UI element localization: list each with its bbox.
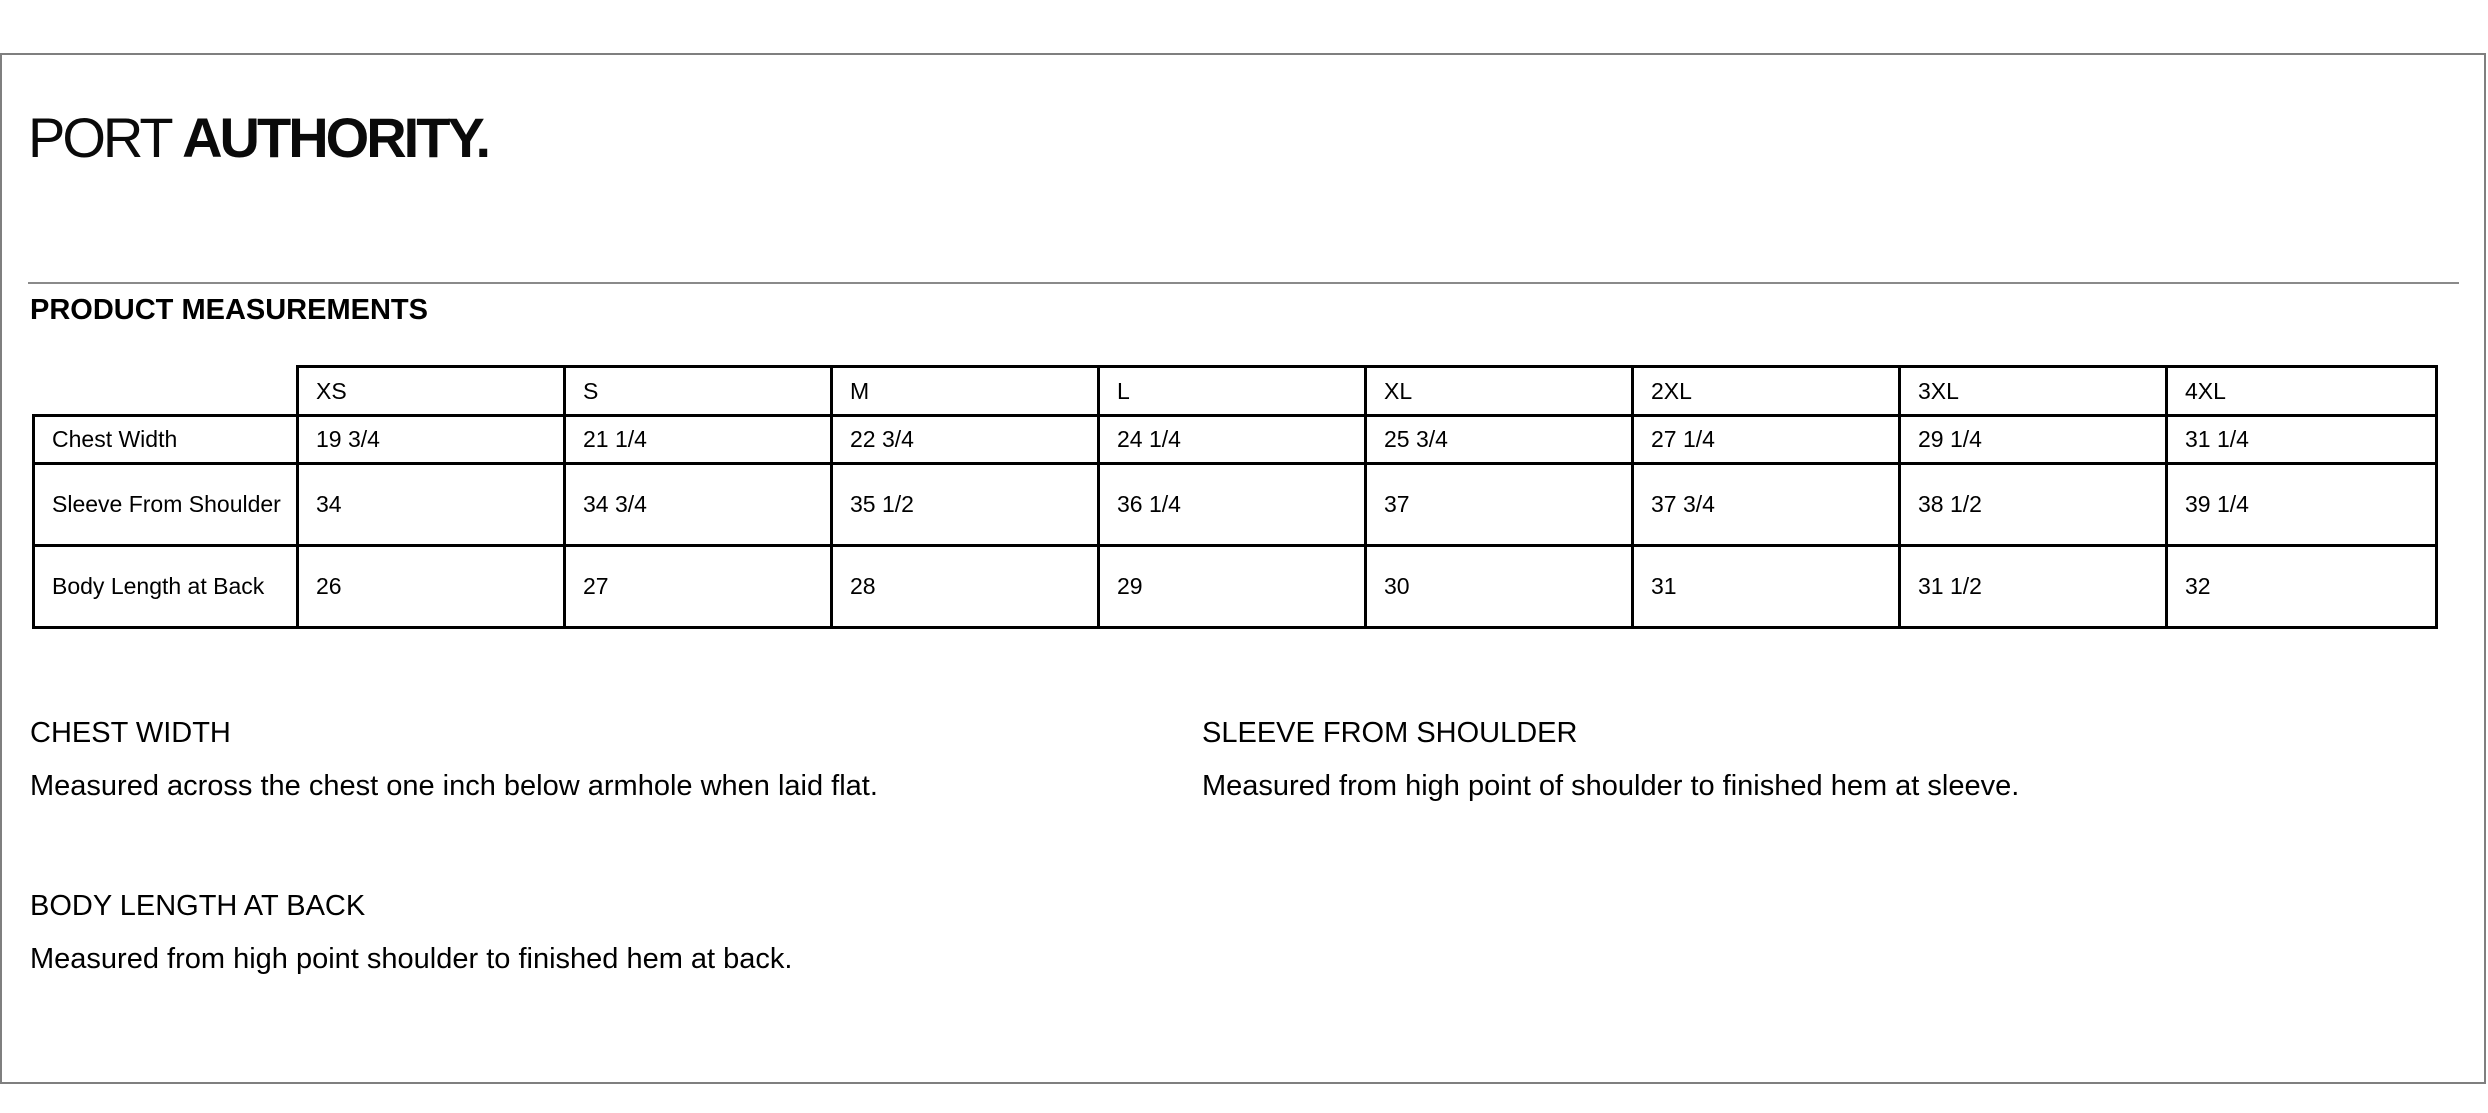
table-row (34, 464, 2437, 546)
table-cell: 27 1/4 (1633, 416, 1900, 464)
size-header: 3XL (1900, 367, 2167, 416)
table-cell: 25 3/4 (1366, 416, 1633, 464)
table-row (34, 416, 2437, 464)
table-cell: 27 (565, 546, 832, 628)
table-cell: 34 3/4 (565, 464, 832, 546)
section-title: PRODUCT MEASUREMENTS (30, 294, 428, 326)
definition-title: SLEEVE FROM SHOULDER (1202, 717, 1578, 749)
table-cell: 38 1/2 (1900, 464, 2167, 546)
size-header: 4XL (2167, 367, 2437, 416)
definition-body-length-at-back (30, 889, 792, 976)
table-cell: 30 (1366, 546, 1633, 628)
definition-title: BODY LENGTH AT BACK (30, 890, 366, 922)
table-cell: 21 1/4 (565, 416, 832, 464)
row-label: Body Length at Back (34, 546, 298, 628)
table-cell: 35 1/2 (832, 464, 1099, 546)
table-cell: 29 1/4 (1900, 416, 2167, 464)
size-header: XS (298, 367, 565, 416)
row-label: Chest Width (34, 416, 298, 464)
table-cell: 31 1/2 (1900, 546, 2167, 628)
table-cell: 24 1/4 (1099, 416, 1366, 464)
definition-text: Measured from high point shoulder to finished hem at back. (30, 943, 793, 975)
definition-text: Measured from high point of shoulder to finished hem at sleeve. (1202, 770, 2020, 802)
size-header: M (832, 367, 1099, 416)
table-header-row (34, 367, 2437, 416)
table-cell: 36 1/4 (1099, 464, 1366, 546)
logo-word-authority: AUTHORITY. (182, 106, 489, 169)
table-cell: 39 1/4 (2167, 464, 2437, 546)
table-cell: 32 (2167, 546, 2437, 628)
size-header: 2XL (1633, 367, 1900, 416)
size-header: S (565, 367, 832, 416)
table-cell: 31 (1633, 546, 1900, 628)
row-label: Sleeve From Shoulder (34, 464, 298, 546)
table-cell: 26 (298, 546, 565, 628)
definition-text: Measured across the chest one inch below armhole when laid flat. (30, 770, 878, 802)
definition-chest-width (30, 716, 878, 803)
measurements-table (32, 365, 2438, 629)
table-cell: 37 3/4 (1633, 464, 1900, 546)
size-header: L (1099, 367, 1366, 416)
table-corner-cell (34, 367, 298, 416)
table-cell: 19 3/4 (298, 416, 565, 464)
definition-sleeve-from-shoulder (1202, 716, 2019, 803)
header-divider (28, 282, 2459, 284)
table-cell: 37 (1366, 464, 1633, 546)
table-cell: 31 1/4 (2167, 416, 2437, 464)
logo-word-port: PORT (28, 106, 170, 169)
table-row (34, 546, 2437, 628)
port-authority-logo (28, 108, 488, 168)
table-cell: 22 3/4 (832, 416, 1099, 464)
table-cell: 29 (1099, 546, 1366, 628)
size-header: XL (1366, 367, 1633, 416)
table-cell: 34 (298, 464, 565, 546)
definition-title: CHEST WIDTH (30, 717, 231, 749)
table-cell: 28 (832, 546, 1099, 628)
